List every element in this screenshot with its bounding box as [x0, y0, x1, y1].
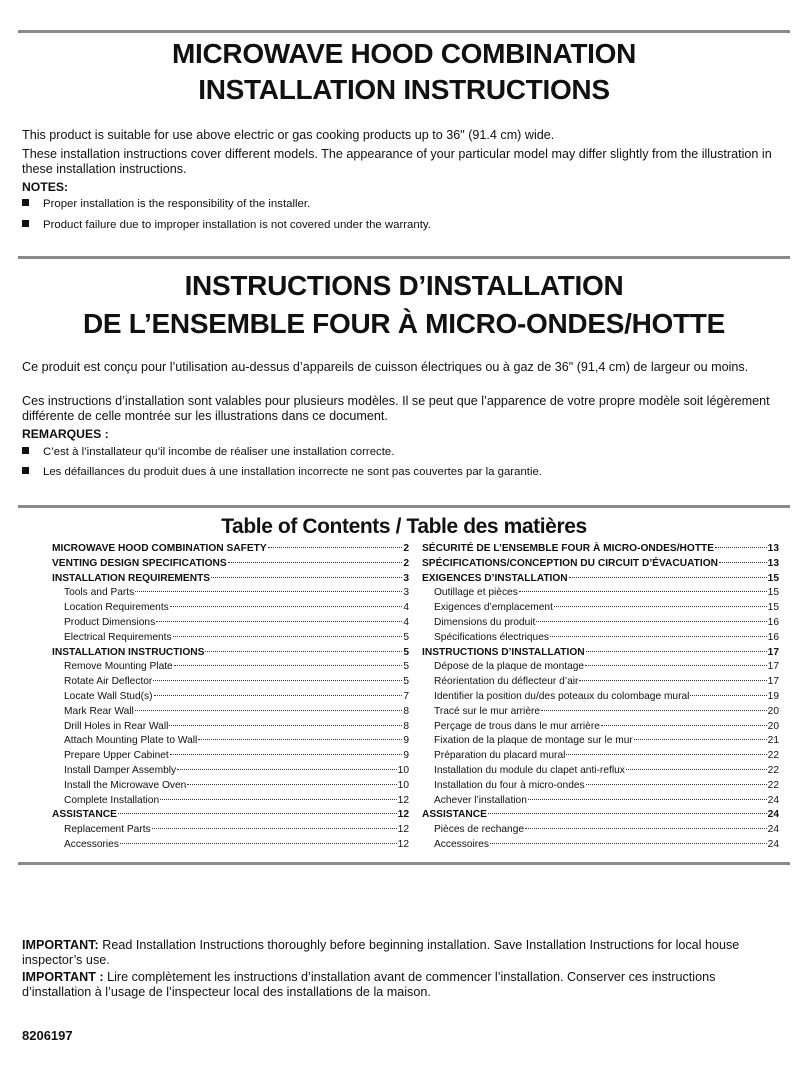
toc-entry[interactable] [52, 601, 409, 616]
important-english [22, 938, 787, 968]
toc-entry-page: 5 [403, 676, 409, 688]
toc-entry-page: 10 [397, 764, 409, 776]
toc-entry[interactable] [422, 734, 779, 749]
toc-title: Table of Contents / Table des matières [221, 515, 587, 538]
toc-entry[interactable] [52, 675, 409, 690]
leader-dots [187, 784, 396, 785]
toc-entry-page: 24 [767, 824, 779, 836]
leader-dots [268, 547, 403, 548]
section-rule-english-french [18, 256, 790, 259]
toc-entry-text: Replacement Parts [64, 824, 151, 836]
toc-entry-text: Accessories [64, 838, 119, 850]
toc-entry[interactable] [422, 764, 779, 779]
english-paragraph-1: This product is suitable for use above electric or gas cooking products up to 36" (91.4 cm) wide. [22, 128, 555, 142]
toc-entry-text: Prepare Upper Cabinet [64, 750, 169, 762]
toc-entry[interactable] [52, 764, 409, 779]
leader-dots [519, 591, 767, 592]
toc-entry[interactable] [422, 675, 779, 690]
toc-entry[interactable] [422, 779, 779, 794]
toc-entry-text: Exigences d’emplacement [434, 602, 553, 614]
toc-entry-page: 12 [397, 838, 409, 850]
leader-dots [173, 636, 403, 637]
toc-entry[interactable] [52, 616, 409, 631]
french-note-2-text: Les défaillances du produit dues à une installation incorrecte ne sont pas couvertes par la garantie. [43, 466, 542, 478]
toc-entry-page: 17 [767, 661, 779, 673]
leader-dots [719, 562, 767, 563]
toc-entry[interactable] [52, 794, 409, 809]
toc-entry-page: 19 [767, 690, 779, 702]
toc-entry-text: INSTALLATION INSTRUCTIONS [52, 646, 205, 658]
leader-dots [153, 680, 402, 681]
leader-dots [585, 665, 767, 666]
toc-entry[interactable] [52, 557, 409, 572]
leader-dots [586, 784, 767, 785]
toc-entry-page: 20 [767, 720, 779, 732]
english-paragraph-2: These installation instructions cover different models. The appearance of your particular model may differ slightly from the illustration in these installation instructions. [22, 147, 772, 176]
toc-entry-page: 20 [767, 705, 779, 717]
toc-entry-page: 10 [397, 779, 409, 791]
toc-entry-text: Spécifications électriques [434, 631, 549, 643]
toc-entry-text: Attach Mounting Plate to Wall [64, 735, 198, 747]
english-notes-label: NOTES: [22, 180, 69, 194]
toc-entry-page: 24 [767, 794, 779, 806]
toc-entry-page: 17 [767, 646, 779, 658]
toc-entry-page: 12 [397, 824, 409, 836]
toc-entry-page: 22 [767, 764, 779, 776]
toc-entry-text: Locate Wall Stud(s) [64, 690, 153, 702]
leader-dots [118, 813, 397, 814]
toc-entry[interactable] [52, 779, 409, 794]
toc-entry-text: Installation du four à micro-ondes [434, 779, 585, 791]
toc-entry-text: Mark Rear Wall [64, 705, 134, 717]
toc-entry-text: INSTALLATION REQUIREMENTS [52, 572, 211, 584]
important-french [22, 970, 787, 1000]
toc-entry-text: SÉCURITÉ DE L’ENSEMBLE FOUR À MICRO-ONDES/HOTTE [422, 543, 715, 554]
toc-entry-text: Product Dimensions [64, 616, 156, 628]
important-english-text: Read Installation Instructions thoroughly before beginning installation. Save Installation Instructions for local house inspector’s use. [22, 938, 740, 967]
leader-dots [135, 710, 403, 711]
toc-entry[interactable] [52, 734, 409, 749]
toc-entry[interactable] [52, 749, 409, 764]
leader-dots [586, 651, 767, 652]
document-number: 8206197 [22, 1028, 73, 1043]
toc-entry-text: Pièces de rechange [434, 824, 525, 836]
toc-entry-page: 22 [767, 750, 779, 762]
toc-entry-page: 4 [403, 602, 409, 614]
toc-entry[interactable] [422, 646, 779, 661]
toc-entry-page: 5 [403, 646, 409, 658]
leader-dots [536, 621, 766, 622]
leader-dots [569, 577, 767, 578]
toc-entry-page: 2 [403, 543, 409, 554]
toc-entry-page: 15 [767, 602, 779, 614]
toc-entry-page: 8 [403, 720, 409, 732]
bullet-icon [22, 447, 29, 454]
toc-entry[interactable] [52, 823, 409, 838]
important-english-label: IMPORTANT: [22, 938, 99, 952]
leader-dots [715, 547, 767, 548]
english-title-line2: INSTALLATION INSTRUCTIONS [198, 74, 610, 105]
toc-entry-page: 12 [397, 794, 409, 806]
toc-entry-page: 24 [767, 809, 779, 821]
important-french-text: Lire complètement les instructions d’installation avant de commencer l’installation. Conserver ces instructions d’installation à l’usage de l’inspecteur local des installations de la maison. [22, 970, 716, 999]
toc-entry-page: 3 [403, 587, 409, 599]
toc-entry-text: Identifier la position du/des poteaux du colombage mural [434, 690, 690, 702]
toc-entry-page: 8 [403, 705, 409, 717]
toc-entry[interactable] [52, 705, 409, 720]
bullet-icon [22, 467, 29, 474]
leader-dots [525, 828, 767, 829]
toc-entry-text: SPÉCIFICATIONS/CONCEPTION DU CIRCUIT D’ÉVACUATION [422, 557, 719, 569]
french-title-line2: DE L’ENSEMBLE FOUR À MICRO-ONDES/HOTTE [83, 308, 725, 339]
toc-entry-page: 9 [403, 750, 409, 762]
toc-entry-page: 15 [767, 587, 779, 599]
leader-dots [154, 695, 403, 696]
toc-entry[interactable] [52, 646, 409, 661]
toc-entry-page: 5 [403, 661, 409, 673]
leader-dots [160, 799, 397, 800]
toc-entry-page: 16 [767, 616, 779, 628]
toc-entry-page: 12 [397, 809, 409, 821]
toc-entry[interactable] [422, 794, 779, 809]
leader-dots [211, 577, 402, 578]
leader-dots [170, 754, 403, 755]
toc-entry-page: 13 [767, 543, 779, 554]
toc-entry-page: 2 [403, 557, 409, 569]
toc-entry[interactable] [422, 601, 779, 616]
toc-entry-text: Installation du module du clapet anti-reflux [434, 764, 625, 776]
toc-entry[interactable] [422, 616, 779, 631]
toc-entry[interactable] [52, 572, 409, 587]
bullet-icon [22, 199, 29, 206]
leader-dots [228, 562, 403, 563]
english-note-2 [22, 218, 782, 232]
leader-dots [169, 725, 402, 726]
toc-entry-page: 3 [403, 572, 409, 584]
leader-dots [566, 754, 766, 755]
toc-entry-text: Complete Installation [64, 794, 160, 806]
toc-entry[interactable] [52, 586, 409, 601]
toc-entry-page: 24 [767, 838, 779, 850]
french-note-1 [22, 445, 782, 459]
toc-entry[interactable] [422, 808, 779, 823]
french-note-2 [22, 465, 782, 479]
french-title-line1: INSTRUCTIONS D’INSTALLATION [184, 270, 624, 301]
toc-entry[interactable] [52, 631, 409, 646]
toc-entry-text: Achever l’installation [434, 794, 527, 806]
leader-dots [174, 665, 403, 666]
toc-entry-text: Remove Mounting Plate [64, 661, 173, 673]
toc-entry-text: Accessoires [434, 838, 489, 850]
toc-entry-text: Tracé sur le mur arrière [434, 705, 541, 717]
toc-entry[interactable] [422, 838, 779, 853]
leader-dots [528, 799, 767, 800]
toc-entry-text: Perçage de trous dans le mur arrière [434, 720, 600, 732]
toc-left-column [52, 542, 409, 853]
toc-entry[interactable] [422, 557, 779, 572]
toc-entry-text: Install the Microwave Oven [64, 779, 187, 791]
toc-entry[interactable] [422, 631, 779, 646]
toc-entry-page: 21 [767, 735, 779, 747]
leader-dots [626, 769, 767, 770]
toc-entry-page: 15 [767, 572, 779, 584]
french-note-1-text: C’est à l’installateur qu’il incombe de réaliser une installation correcte. [43, 446, 395, 458]
leader-dots [152, 828, 397, 829]
english-title-line1: MICROWAVE HOOD COMBINATION [171, 38, 637, 69]
toc-entry-text: Install Damper Assembly [64, 764, 177, 776]
leader-dots [579, 680, 766, 681]
toc-entry[interactable] [422, 749, 779, 764]
toc-entry-text: MICROWAVE HOOD COMBINATION SAFETY [52, 543, 267, 554]
toc-entry-text: ASSISTANCE [422, 809, 487, 821]
toc-entry-page: 4 [403, 616, 409, 628]
toc-entry-text: Rotate Air Deflector [64, 676, 153, 688]
toc-entry-text: Location Requirements [64, 602, 169, 614]
english-note-2-text: Product failure due to improper installation is not covered under the warranty. [43, 219, 431, 231]
toc-entry-text: Drill Holes in Rear Wall [64, 720, 169, 732]
leader-dots [601, 725, 767, 726]
toc-right-column [422, 542, 779, 853]
toc-entry-page: 13 [767, 557, 779, 569]
toc-entry[interactable] [422, 823, 779, 838]
toc-entry[interactable] [52, 838, 409, 853]
toc-entry[interactable] [422, 586, 779, 601]
toc-entry-page: 16 [767, 631, 779, 643]
top-rule [18, 30, 790, 33]
bullet-icon [22, 220, 29, 227]
toc-entry[interactable] [52, 808, 409, 823]
toc-entry[interactable] [52, 542, 409, 557]
toc-entry[interactable] [422, 660, 779, 675]
leader-dots [490, 843, 767, 844]
toc-entry-text: Réorientation du déflecteur d’air [434, 676, 579, 688]
toc-entry-page: 5 [403, 631, 409, 643]
section-rule-toc [18, 505, 790, 508]
toc-entry-text: INSTRUCTIONS D’INSTALLATION [422, 646, 585, 658]
leader-dots [120, 843, 397, 844]
toc-entry[interactable] [52, 720, 409, 735]
leader-dots [198, 739, 402, 740]
leader-dots [488, 813, 767, 814]
english-note-1 [22, 197, 782, 211]
toc-entry-text: EXIGENCES D’INSTALLATION [422, 572, 568, 584]
toc-entry[interactable] [52, 690, 409, 705]
toc-entry[interactable] [52, 660, 409, 675]
toc-entry-text: Dépose de la plaque de montage [434, 661, 585, 673]
important-french-label: IMPORTANT : [22, 970, 104, 984]
leader-dots [170, 606, 403, 607]
toc-entry-text: VENTING DESIGN SPECIFICATIONS [52, 557, 227, 569]
toc-entry-text: Préparation du placard mural [434, 750, 566, 762]
toc-entry-page: 22 [767, 779, 779, 791]
leader-dots [177, 769, 397, 770]
toc-entry-text: ASSISTANCE [52, 809, 117, 821]
leader-dots [690, 695, 766, 696]
toc-entry[interactable] [422, 572, 779, 587]
toc-entry-text: Tools and Parts [64, 587, 135, 599]
leader-dots [205, 651, 402, 652]
toc-entry[interactable] [422, 690, 779, 705]
leader-dots [554, 606, 767, 607]
toc-entry-text: Electrical Requirements [64, 631, 172, 643]
toc-entry-text: Dimensions du produit [434, 616, 536, 628]
toc-entry[interactable] [422, 720, 779, 735]
leader-dots [634, 739, 767, 740]
toc-entry-page: 9 [403, 735, 409, 747]
french-paragraph-2: Ces instructions d’installation sont valables pour plusieurs modèles. Il se peut que l’apparence de votre propre modèle soit légèrement différente de celle montrée sur les illustrations dans ce document. [22, 394, 770, 423]
french-paragraph-1: Ce produit est conçu pour l’utilisation au-dessus d’appareils de cuisson électriques ou à gaz de 36" (91,4 cm) de largeur ou moins. [22, 360, 749, 374]
toc-bottom-rule [18, 862, 790, 865]
leader-dots [541, 710, 767, 711]
toc-entry-page: 17 [767, 676, 779, 688]
leader-dots [156, 621, 402, 622]
toc-entry-text: Fixation de la plaque de montage sur le mur [434, 735, 633, 747]
leader-dots [135, 591, 402, 592]
toc-entry-text: Outillage et pièces [434, 587, 518, 599]
toc-entry[interactable] [422, 705, 779, 720]
toc-entry[interactable] [422, 542, 779, 557]
french-notes-label: REMARQUES : [22, 427, 109, 441]
toc-entry-page: 7 [403, 690, 409, 702]
english-note-1-text: Proper installation is the responsibility of the installer. [43, 198, 311, 210]
leader-dots [550, 636, 767, 637]
